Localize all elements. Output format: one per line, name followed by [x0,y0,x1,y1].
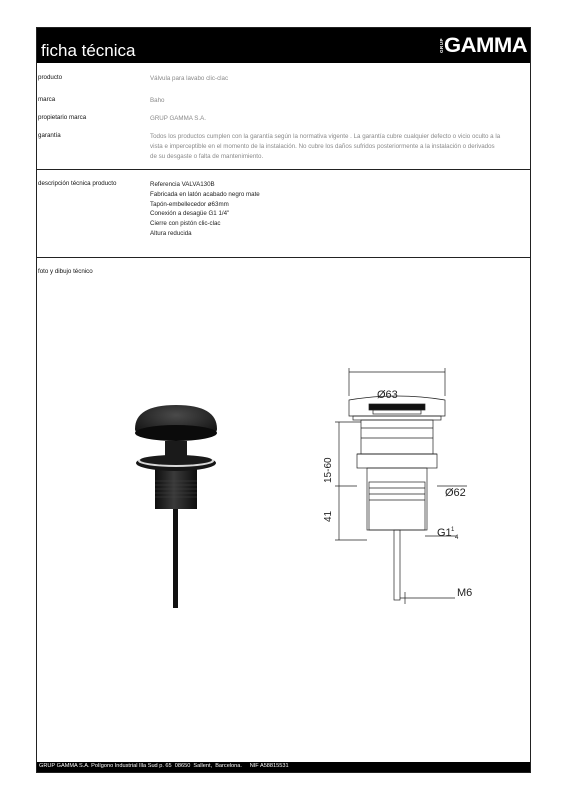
dim-height1-label: 15-60 [323,457,334,483]
value-propietario: GRUP GAMMA S.A. [150,115,206,122]
value-marca: Baho [150,97,165,104]
value-garantia [150,132,525,162]
divider [37,169,530,170]
descripcion-line: Tapón-embellecedor ø63mm [150,200,229,208]
value-producto: Válvula para lavabo clic-clac [150,75,229,82]
thread-sup-label: 1 [451,527,455,533]
technical-drawing [317,358,517,608]
value-descripcion [150,180,525,239]
label-descripcion: descripción técnica producto [38,180,117,187]
descripcion-line: Altura reducida [150,229,192,237]
product-photo [107,373,247,613]
rod-label: M6 [457,587,473,599]
brand-logo [439,36,525,56]
garantia-line: de su desgaste o falta de mantenimiento. [150,153,264,160]
dim-height2-label: 41 [323,510,334,522]
logo-text: GAMMA [443,34,527,57]
label-producto: producto [38,74,63,81]
footer-bar [37,762,530,772]
thread-label: G1 [437,527,452,539]
label-marca: marca [38,96,56,103]
page-title: ficha técnica [41,41,136,60]
descripcion-line: Conexión a desagüe G1 1/4" [150,210,230,218]
label-propietario: propietario marca [38,114,87,121]
label-garantia: garantía [38,132,61,139]
dim-mid-label: Ø62 [445,487,466,499]
dim-top-label: Ø63 [377,389,398,401]
garantia-line: vista e imperceptible en el momento de la instalación. No cubre los daños sufridos posteriormente a la instalación o derivados [150,143,495,150]
divider [37,257,530,258]
thread-sub-label: 4 [455,535,459,541]
footer-text: GRUP GAMMA S.A. Polígono Industrial Illa Sud p. 65 08650 Sallent, Barcelona. NIF A58815531 [39,763,289,769]
descripcion-line: Fabricada en latón acabado negro mate [150,190,260,198]
descripcion-line: Cierre con pistón clic-clac [150,220,221,228]
header-bar [37,28,530,63]
label-foto: foto y dibujo técnico [38,268,93,275]
descripcion-line: Referencia VALVA130B [150,181,215,188]
logo-prefix: GRUP [438,38,444,54]
spec-sheet [36,27,531,773]
garantia-line: Todos los productos cumplen con la garantía según la normativa vigente . La garantía cubre cualquier defecto o vicio oculto a la [150,133,501,140]
